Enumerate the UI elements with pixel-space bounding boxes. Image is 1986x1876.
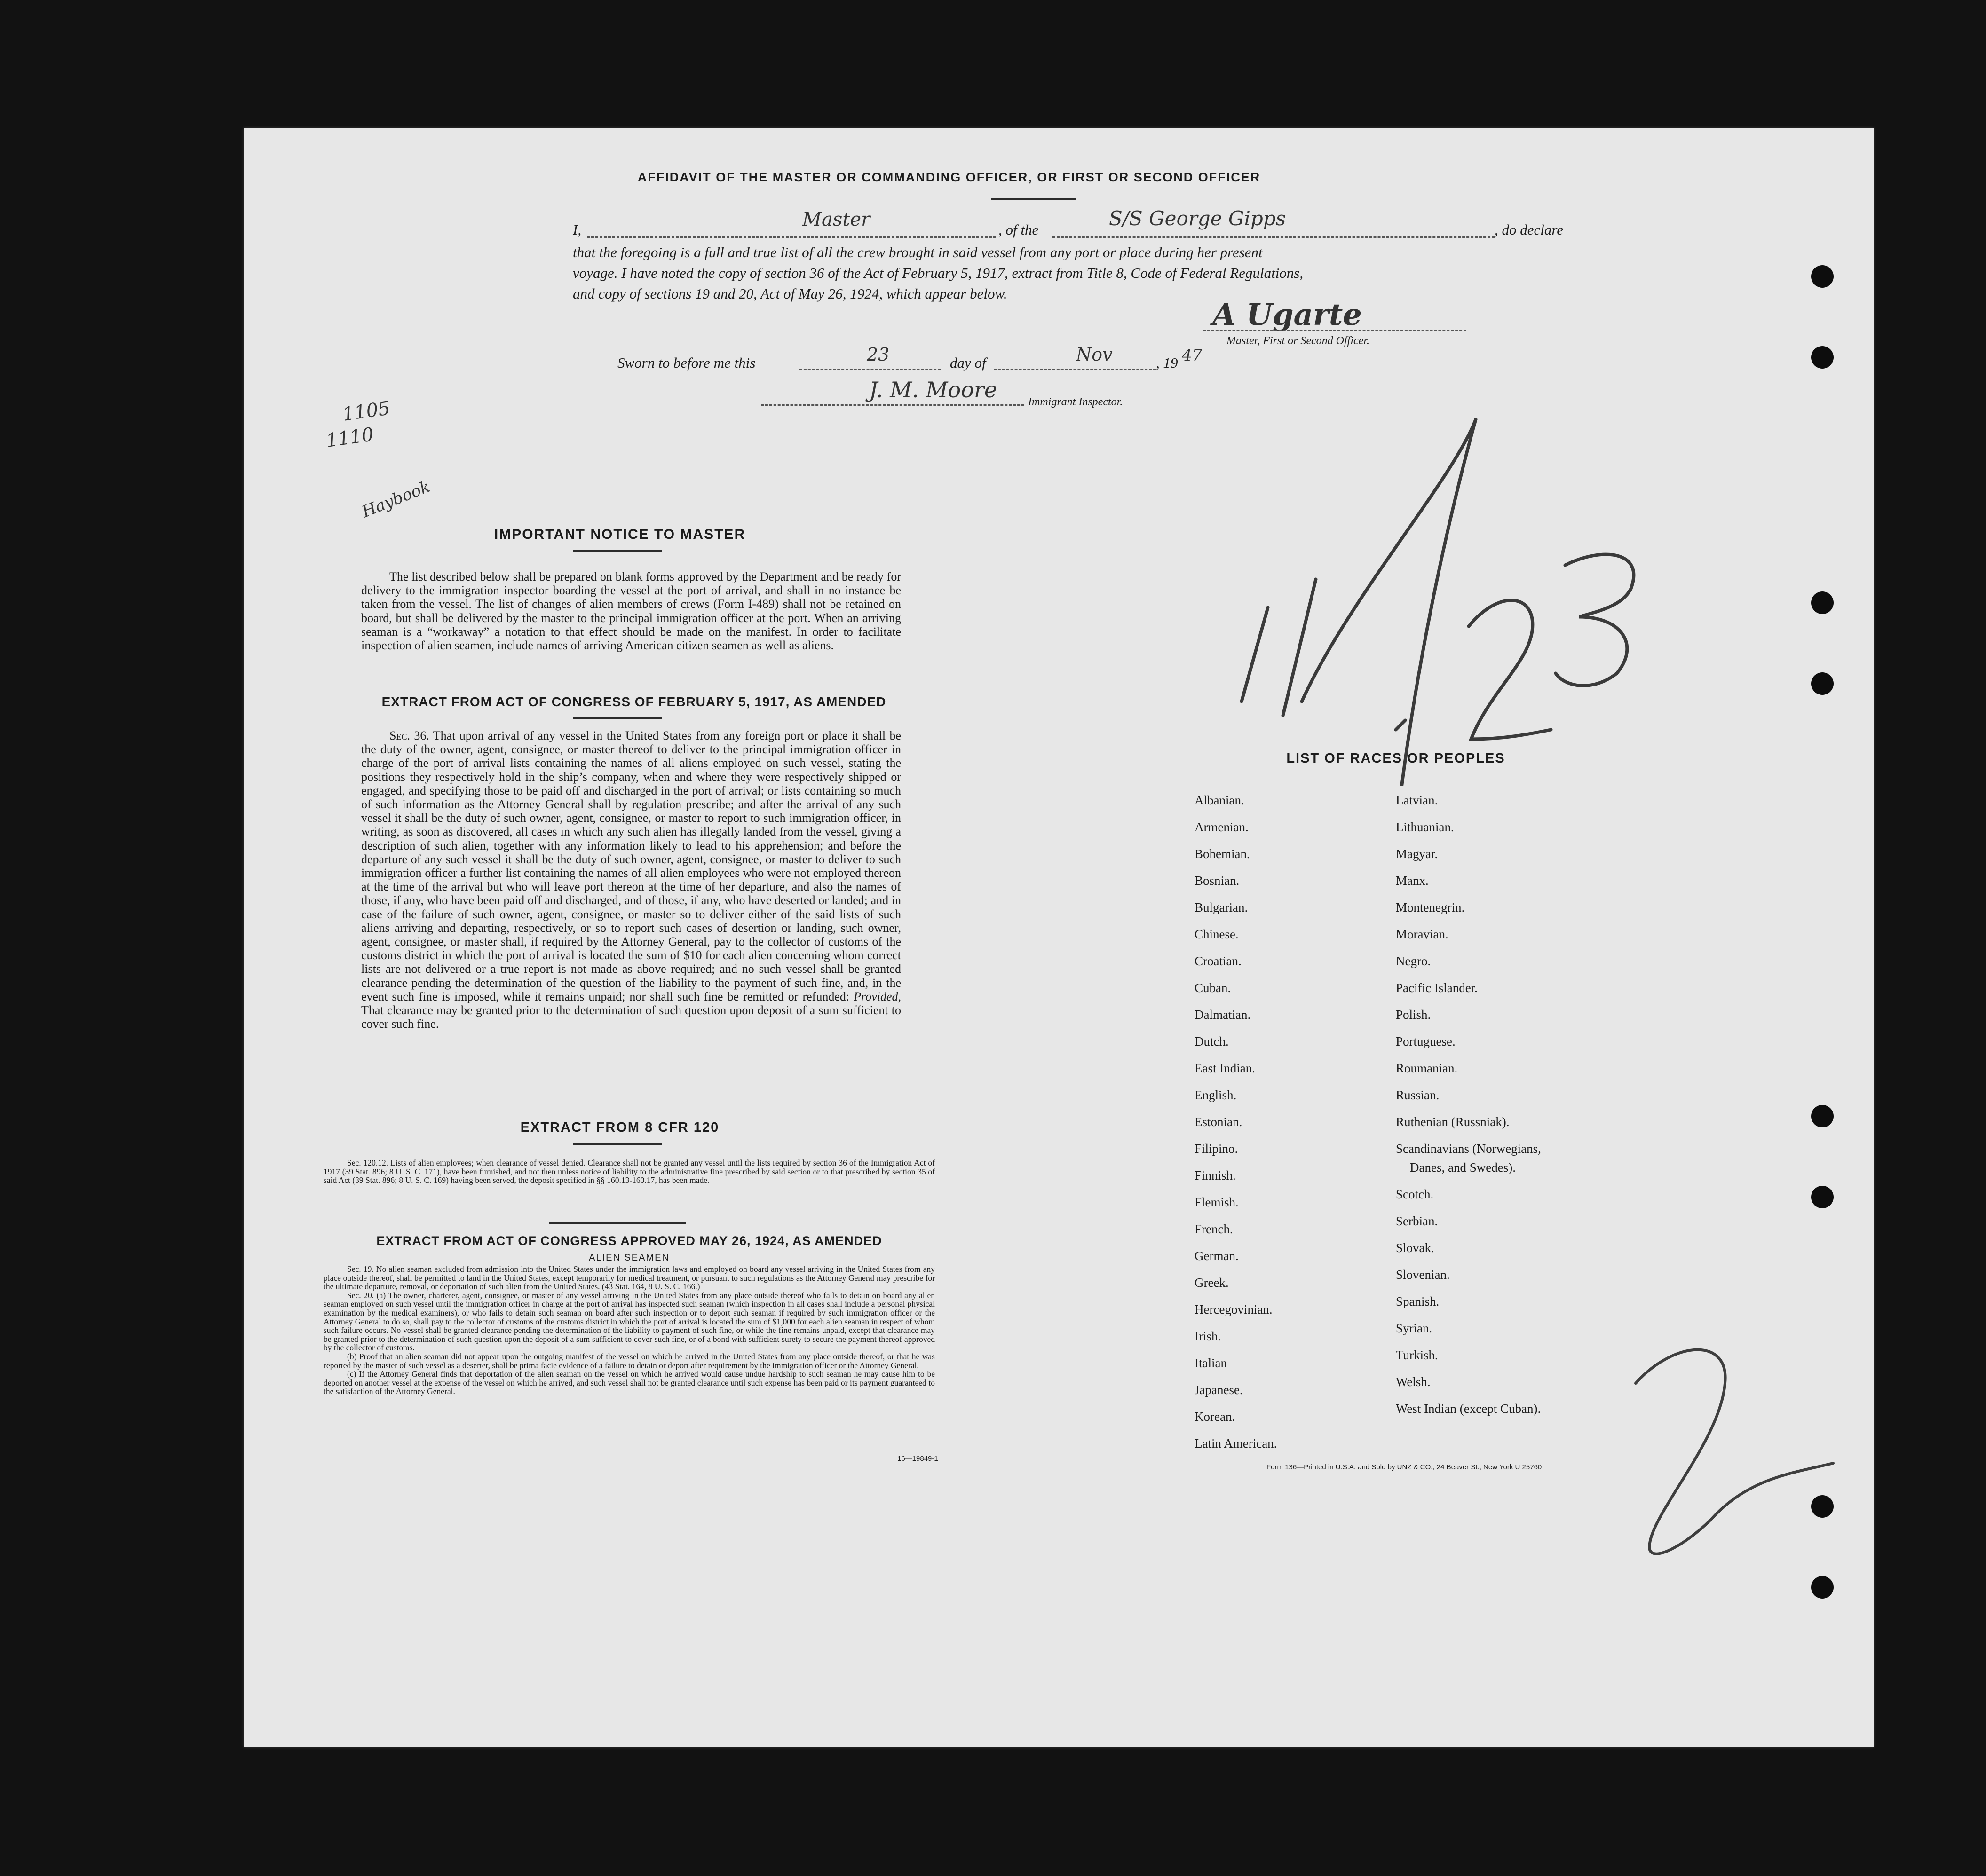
race-item: Dalmatian.	[1195, 1008, 1251, 1022]
margin-note-3: Haybook	[359, 477, 433, 522]
sec36-provided: Provided,	[854, 989, 901, 1003]
sec20c-text: (c) If the Attorney General finds that deportation of the alien seaman on the vessel on which he arrived would cause undue hardship to such seaman he may cause him to be deported on another vessel at the expense of the vessel on which he arrived, and such vessel shall not be granted clearance until such expense has been paid or its payment guaranteed to the satisfaction of the Attorney General.	[324, 1369, 935, 1396]
name-line	[587, 236, 996, 238]
race-item: Bosnian.	[1195, 874, 1240, 888]
affidavit-line2: that the foregoing is a full and true list of all the crew brought in said vessel from any port or place during her present	[573, 244, 1263, 260]
day-line	[799, 369, 941, 370]
races-left-column	[1195, 787, 1383, 1457]
extract-1917-rule	[573, 717, 662, 719]
handwritten-vessel: S/S George Gipps	[1109, 207, 1286, 230]
extract-1917-body	[361, 729, 901, 1031]
margin-note-2: 1110	[324, 424, 375, 452]
signature-line	[1203, 330, 1466, 331]
race-item: Moravian.	[1396, 927, 1448, 941]
sec20b-text: (b) Proof that an alien seaman did not appear upon the outgoing manifest of the vessel on which he arrived in the United States from any place outside thereof, or that he was reported by the master of such vessel as a deserter, shall be prima facie evidence of a failure to detain or deport after requirement by the immigration officer or the Attorney General.	[324, 1351, 935, 1370]
race-item: Manx.	[1396, 874, 1429, 888]
race-item: Slovak.	[1396, 1241, 1434, 1255]
big-number-annotation	[1532, 1322, 1861, 1661]
sec20a-text: Sec. 20. (a) The owner, charterer, agent, consignee, or master of any vessel arriving in the United States from any place outside thereof who fails to detain on board any alien seaman employed on such vessel until the immigration officer in charge at the port of arrival has inspected such seaman (which inspection in all cases shall include a personal physical examination by the medical examiners), or who fails to detain such seaman on board after such inspection or to deport such seaman if required by such immigration officer or the Attorney General to do so, shall pay to the collector of customs of the customs district in which the port of arrival is located the sum of $1,000 for each alien seaman in respect of whom such failure occurs. No vessel shall be granted clearance pending the determination of the liability to payment of such fine, or while the fine remains unpaid, except that clearance may be granted prior to the determination of such question upon the deposit of a sum sufficient to cover such fine, or of a bond with sufficient surety to secure the payment thereof approved by the collector of customs.	[324, 1290, 935, 1353]
race-item: Italian	[1195, 1356, 1227, 1370]
race-item: Portuguese.	[1396, 1034, 1456, 1048]
big-number-drawing	[1532, 1322, 1861, 1661]
punch-hole	[1811, 1105, 1834, 1127]
race-item: Chinese.	[1195, 927, 1239, 941]
race-item: Estonian.	[1195, 1115, 1242, 1129]
race-item: Polish.	[1396, 1008, 1431, 1022]
affidavit-line4: and copy of sections 19 and 20, Act of May 26, 1924, which appear below.	[573, 285, 1007, 302]
race-item: Albanian.	[1195, 793, 1244, 807]
race-item: Dutch.	[1195, 1034, 1229, 1048]
master-signature: A Ugarte	[1212, 297, 1362, 332]
sworn-day-of: day of	[950, 355, 986, 371]
sec36-text-a: That upon arrival of any vessel in the United States from any foreign port or place it shall be the duty of the owner, agent, consignee, or master thereof to deliver to the principal immigration officer in charge of the port of arrival lists containing the names of all aliens employed on such vessel, stating the positions they respectively hold in the ship’s company, when and where they were respectively shipped or engaged, and specifying those to be paid off and discharged in the port of arrival; or lists containing so much of such information as the Attorney General shall by regulation prescribe; and after the arrival of any such vessel it shall be the duty of such owner, agent, consignee, or master to report to such immigration officer, in writing, as soon as discovered, all cases in which any such alien has illegally landed from the vessel, giving a description of such alien, together with any information likely to lead to his apprehension; and before the departure of any such vessel it shall be the duty of such owner, agent, consignee, or master to deliver to such immigration officer a further list containing the names of all alien employees who were not employed thereon at the time of the arrival but who will leave port thereon at the time of her departure, and also the names of those, if any, who have been paid off and discharged, and of those, if any, who have deserted or landed; and in case of the failure of such owner, agent, consignee, or master so to deliver either of the said lists of such aliens arriving and departing, respectively, or so to report such cases of desertion or landing, such owner, agent, consignee, or master shall, if required by the Attorney General, pay to the collector of customs of the customs district in which the port of arrival is located the sum of $10 for each alien concerning whom correct lists are not delivered or a true report is not made as above required; and no such vessel shall be granted clearance pending the determination of the question of the liability to the payment of such fine, and, in the event such fine is imposed, while it remains unpaid; nor shall such fine be remitted or refunded:	[361, 729, 901, 1003]
extract-cfr-rule	[573, 1143, 662, 1145]
affidavit-of-the: , of the	[998, 221, 1039, 238]
race-item: Danes, and Swedes).	[1410, 1160, 1516, 1174]
race-item: Bulgarian.	[1195, 900, 1248, 914]
vessel-line	[1052, 236, 1495, 238]
race-item: West Indian (except Cuban).	[1396, 1402, 1541, 1416]
race-item: Hercegovinian.	[1195, 1302, 1273, 1316]
sworn-year: 47	[1182, 346, 1203, 365]
race-item: Latvian.	[1396, 793, 1438, 807]
race-item: Ruthenian (Russniak).	[1396, 1115, 1510, 1129]
margin-note-1: 1105	[341, 397, 392, 426]
race-item: Latin American.	[1195, 1436, 1277, 1450]
race-item: English.	[1195, 1088, 1237, 1102]
race-item: French.	[1195, 1222, 1233, 1236]
race-item: Negro.	[1396, 954, 1431, 968]
affidavit-line1	[573, 207, 1739, 241]
races-title: LIST OF RACES OR PEOPLES	[1286, 751, 1505, 766]
punch-hole	[1811, 591, 1834, 614]
extract-1917-title: EXTRACT FROM ACT OF CONGRESS OF FEBRUARY 5, 1917, AS AMENDED	[381, 694, 886, 709]
race-item: Finnish.	[1195, 1168, 1236, 1182]
extract-1924-body	[324, 1265, 935, 1396]
big-date-annotation	[1208, 410, 1678, 786]
race-item: Slovenian.	[1396, 1268, 1450, 1282]
race-item: East Indian.	[1195, 1061, 1255, 1075]
race-item: Cuban.	[1195, 981, 1231, 995]
document-page	[244, 128, 1874, 1747]
affidavit-line3: voyage. I have noted the copy of section 36 of the Act of February 5, 1917, extract from Title 8, Code of Federal Regulations,	[573, 265, 1304, 281]
sec36-label: Sec. 36.	[389, 729, 429, 742]
race-item: Magyar.	[1396, 847, 1438, 861]
punch-hole	[1811, 265, 1834, 288]
sec36-text-b: That clearance may be granted prior to the determination of such question upon deposit of a sum sufficient to cover such fine.	[361, 1003, 901, 1031]
race-item: Welsh.	[1396, 1375, 1431, 1389]
race-item: Armenian.	[1195, 820, 1249, 834]
title-rule	[991, 198, 1076, 200]
affidavit-declare: , do declare	[1495, 221, 1564, 238]
race-item: Bohemian.	[1195, 847, 1250, 861]
sec19-text: Sec. 19. No alien seaman excluded from admission into the United States under the immigration laws and employed on board any vessel arriving in the United States from any place outside thereof, shall be permitted to land in the United States, except temporarily for medical treatment, or pursuant to such regulations as the Attorney General may prescribe for the ultimate departure, removal, or deportation of such alien from the United States. (43 Stat. 164, 8 U. S. C. 166.)	[324, 1264, 935, 1292]
handwritten-name: Master	[802, 209, 870, 230]
inspector-signature: J. M. Moore	[869, 377, 997, 402]
race-item: Filipino.	[1195, 1142, 1238, 1156]
affidavit-title: AFFIDAVIT OF THE MASTER OR COMMANDING OFFICER, OR FIRST OR SECOND OFFICER	[637, 170, 1261, 184]
sworn-year-prefix: , 19	[1156, 355, 1178, 371]
sworn-line	[617, 344, 1464, 376]
punch-hole	[1811, 346, 1834, 369]
race-item: Turkish.	[1396, 1348, 1438, 1362]
race-item: Croatian.	[1195, 954, 1242, 968]
notice-title: IMPORTANT NOTICE TO MASTER	[494, 527, 746, 542]
race-item: Flemish.	[1195, 1195, 1239, 1209]
extract-cfr-rule-bottom	[549, 1222, 686, 1224]
race-item: Lithuanian.	[1396, 820, 1454, 834]
sworn-prefix: Sworn to before me this	[617, 355, 756, 371]
races-footer: Form 136—Printed in U.S.A. and Sold by UNZ & CO., 24 Beaver St., New York U 25760	[1266, 1463, 1542, 1471]
race-item: Japanese.	[1195, 1383, 1243, 1397]
notice-rule	[573, 550, 662, 552]
inspector-caption: Immigrant Inspector.	[1028, 396, 1123, 408]
big-date-drawing	[1208, 410, 1678, 786]
race-item: German.	[1195, 1249, 1239, 1263]
punch-hole	[1811, 672, 1834, 695]
sworn-month: Nov	[1076, 344, 1113, 365]
race-item: Montenegrin.	[1396, 900, 1465, 914]
race-item: Roumanian.	[1396, 1061, 1458, 1075]
affidavit-i: I,	[573, 221, 582, 238]
race-item: Scandinavians (Norwegians,	[1396, 1142, 1541, 1156]
extract-cfr-body: Sec. 120.12. Lists of alien employees; when clearance of vessel denied. Clearance shall not be granted any vessel until the lists required by section 36 of the Immigration Act of 1917 (39 Stat. 896; 8 U. S. C. 171), have been furnished, and not then unless notice of liability to the administrative fine prescribed by said section or to that prescribed by section 35 of said Act (39 Stat. 896; 8 U. S. C. 169) having been served, the deposit specified in §§ 160.13-160.17, has been made.	[324, 1158, 935, 1185]
extract-1924-title: EXTRACT FROM ACT OF CONGRESS APPROVED MAY 26, 1924, AS AMENDED	[376, 1234, 882, 1248]
race-item: Korean.	[1195, 1410, 1235, 1424]
sworn-day: 23	[867, 344, 890, 365]
punch-hole	[1811, 1186, 1834, 1208]
race-item: Serbian.	[1396, 1214, 1438, 1228]
signature-caption: Master, First or Second Officer.	[1226, 335, 1369, 347]
notice-body: The list described below shall be prepared on blank forms approved by the Department and be ready for delivery to the immigration inspector boarding the vessel at the port of arrival, and shall in no instance be taken from the vessel. The list of changes of alien members of crews (Form I-489) shall not be retained on board, but shall be delivered by the master to the principal immigration officer at the port. When an arriving seaman is a “workaway” a notation to that effect should be made on the manifest. In order to facilitate inspection of alien seamen, include names of arriving American citizen seamen as well as aliens.	[361, 570, 901, 653]
extract-cfr-title: EXTRACT FROM 8 CFR 120	[520, 1120, 720, 1135]
race-item: Greek.	[1195, 1276, 1229, 1290]
race-item: Scotch.	[1396, 1187, 1434, 1201]
race-item: Irish.	[1195, 1329, 1221, 1343]
inspector-line	[761, 404, 1024, 406]
race-item: Pacific Islander.	[1396, 981, 1478, 995]
big-number-text	[1532, 1322, 1533, 1323]
extract-1924-form-code: 16—19849-1	[897, 1455, 938, 1463]
race-item: Russian.	[1396, 1088, 1440, 1102]
extract-1924-subtitle: ALIEN SEAMEN	[589, 1253, 670, 1263]
race-item: Spanish.	[1396, 1294, 1440, 1308]
month-line	[994, 369, 1156, 370]
race-item: Syrian.	[1396, 1321, 1432, 1335]
